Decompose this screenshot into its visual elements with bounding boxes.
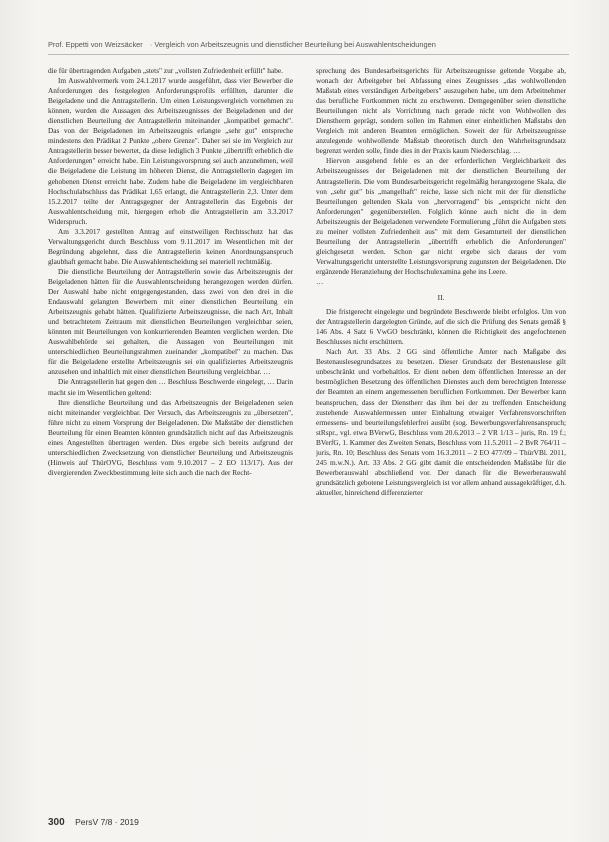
- header-rule: [48, 54, 569, 55]
- page-number: 300: [48, 817, 65, 828]
- paragraph: die für übertragenden Aufgaben „stets" zur „vollsten Zufriedenheit erfüllt" habe.: [48, 66, 283, 75]
- paragraph: Hiervon ausgehend fehle es an der erforderlichen Vergleichbarkeit des Arbeitszeugnisses der Beigeladenen mit der dienstlichen Beurteilung der Antragstellerin. Die vom Bundesarbeitsgericht regelmäßig herangezogene Skala, die von „sehr gut" bis „mangelhaft" reiche, lasse sich nicht mit der für dienstliche Beurteilungen geltenden Skala von „hervorragend" bis „entspricht nicht den Anforderungen" gegenüberstellen. Folglich könne auch nicht die in dem Arbeitszeugnis der Beigeladenen verwendete Formulierung „führt die Aufgaben stets zu meiner vollsten Zufriedenheit aus" mit dem Gesamturteil der dienstlichen Beurteilung der Antragstellerin „übertrifft erheblich die Anforderungen" gleichgesetzt werden. Schon gar nicht ergebe sich daraus der vom Verwaltungsgericht unterstellte Leistungsvorsprung zugunsten der Beigeladenen. Die ergänzende Heranziehung der Hochschulexamina gehe ins Leere.: [316, 156, 566, 276]
- paragraph: Die fristgerecht eingelegte und begründete Beschwerde bleibt erfolglos. Um von der Antragstellerin dargelegten Gründe, auf die sich die Prüfung des Senats gemäß § 146 Abs. 4 Satz 6 VwGO beschränkt, können die Richtigkeit des angefochtenen Beschlusses nicht erschüttern.: [316, 307, 566, 347]
- paragraph: Die Antragstellerin hat gegen den … Beschluss Beschwerde eingelegt, … Darin macht sie im Wesentlichen geltend:: [48, 377, 293, 397]
- left-column: [48, 66, 293, 828]
- header-author: Prof. Eppetti von Weizsäcker: [48, 40, 143, 49]
- paragraph: Ihre dienstliche Beurteilung und das Arbeitszeugnis der Beigeladenen seien nicht miteinander vergleichbar. Der Versuch, das Arbeitszeugnis zu „übersetzen", führe nicht zu einem Vorsprung der Beigeladenen. Die Maßstäbe der dienstlichen Beurteilung für einen Beamten könnten grundsätzlich nicht auf das Arbeitszeugnis eines Angestellten übertragen werden. Dies ergebe sich bereits aufgrund der unterschiedlichen Zwecksetzung von dienstlicher Beurteilung und Arbeitszeugnis (Hinweis auf ThürOVG, Beschluss vom 9.10.2017 – 2 EO 113/17). Aus der divergierenden Zweckbestimmung leite sich auch die nach der Recht-: [48, 397, 293, 477]
- ellipsis-line: …: [316, 276, 324, 286]
- paragraph: Im Auswahlvermerk vom 24.1.2017 wurde ausgeführt, dass vier Bewerber die Anforderungen des festgelegten Anforderungsprofils erfüllten, darunter die Beigeladene und die Antragstellerin. Um einen Leistungsvergleich vornehmen zu können, wurden die Aussagen des Arbeitszeugnisses der Beigeladenen und der dienstlichen Beurteilung der Antragstellerin miteinander „kompatibel gemacht". Das von der Beigeladenen im Arbeitszeugnis erlangte „sehr gut" entspreche mindestens den Prädikat 2 Punkte „obere Grenze". Daher sei sie im Vergleich zur Antragstellerin besser bewertet, da diese lediglich 3 Punkte „übertrifft erheblich die Anforderungen" erreicht habe. Ein Leistungsvorsprung sei auch anzunehmen, weil die Beigeladene die Leistung im höheren Dienst, die Antragstellerin dagegen im gehobenen Dienst erreicht habe. Zudem habe die Beigeladene im vergleichbaren Hochschulabschluss das Prädikat 1,65 erlangt, die Antragstellerin 2,3. Unter dem 15.2.2017 teilte der Antragsgegner der Antragstellerin das Ergebnis der Auswahlentscheidung mit, hiergegen erhob die Antragstellerin am 3.3.2017 Widerspruch.: [48, 76, 293, 226]
- journal-citation: PersV 7/8 · 2019: [75, 817, 139, 827]
- right-column: [316, 66, 566, 828]
- paragraph: Nach Art. 33 Abs. 2 GG sind öffentliche Ämter nach Maßgabe des Bestenauslesegrundsatzes zu besetzen. Dieser Grundsatz der Bestenauslese gilt unbeschränkt und vorbehaltlos. Er dient neben dem öffentlichen Interesse an der bestmöglichen Besetzung des öffentlichen Dienstes auch dem berechtigten Interesse der Beamten an einem angemessenen beruflichen Fortkommen. Der Bewerber kann beanspruchen, dass der Dienstherr das ihm bei der zu treffenden Entscheidung zustehende Auswahlermessen unter Einhaltung etwaiger Verfahrensvorschriften ermessens- und beurteilungsfehlerfrei ausübt (sog. Bewerbungsverfahrensanspruch; stRspr., vgl. etwa BVerwG, Beschluss vom 20.6.2013 – 2 VR 1/13 – juris, Rn. 19 f.; BVerfG, 1. Kammer des Zweiten Senats, Beschluss vom 11.5.2011 – 2 BvR 764/11 – juris, Rn. 10; Beschluss des Senats vom 16.3.2011 – 2 EO 477/09 – ThürVBl. 2011, 245 m.w.N.). Art. 33 Abs. 2 GG gibt damit die entscheidenden Maßstäbe für die Bewerberauswahl abschließend vor. Der danach für die Bewerberauswahl grundsätzlich gebotene Leistungsvergleich ist vor allem anhand aussagekräftiger, d.h. aktueller, hinreichend differenzierter: [316, 347, 566, 497]
- running-header: [48, 40, 569, 49]
- header-separator: ·: [149, 40, 153, 49]
- section-heading: II.: [437, 293, 445, 303]
- header-title: Vergleich von Arbeitszeugnis und dienstlicher Beurteilung bei Auswahlentscheidungen: [154, 40, 436, 49]
- paragraph: sprechung des Bundesarbeitsgerichts für Arbeitszeugnisse geltende Vorgabe ab, wonach der Arbeitgeber bei Abfassung eines Zeugnisses „das wohlwollenden Maßstab eines verständigen Arbeitgebers" auszugehen habe, um dem Arbeitnehmer das berufliche Fortkommen nicht zu erschweren. Demgegenüber seien dienstliche Beurteilungen nicht als Vorrichtung nach gerade nicht von Wohlwollen des Dienstherrn geprägt, sondern sollen im Rahmen einer einheitlichen Maßstabs den Vergleich mit anderen Beamten ermöglichen. Soweit der für Arbeitszeugnisse anzulegende wohlwollende Maßstab theoretisch durch den Wahrheitsgrundsatz begrenzt werden solle, finde dies in der Praxis kaum Niederschlag. …: [316, 66, 566, 156]
- page-footer: [48, 817, 139, 828]
- paragraph: Die dienstliche Beurteilung der Antragstellerin sowie das Arbeitszeugnis der Beigeladenen hätten für die Auswahlentscheidung herangezogen werden dürfen. Der Auswahl habe nicht entgegengestanden, dass zwei von den drei in die Endauswahl gelangten Bewerbern mit einer dienstlichen Beurteilung ein Arbeitszeugnis gehabt hätten. Qualifizierte Arbeitszeugnisse, die nach Art, Inhalt und betrachtetem Zeitraum mit dienstlichen Beurteilungen vergleichbar seien, könnten mit Beurteilungen von konkurrierenden Beamten verglichen werden. Die Auswahlbehörde sei gehalten, die Aussagen von Beurteilungen mit unterschiedlichen Beurteilungsrahmen zueinander „kompatibel" zu machen. Das für die Beigeladene erstellte Arbeitszeugnis sei ein qualifiziertes Arbeitszeugnis anzusehen und inhaltlich mit einer dienstlichen Beurteilung vergleichbar. …: [48, 266, 293, 377]
- paragraph: Am 3.3.2017 gestellten Antrag auf einstweiligen Rechtsschutz hat das Verwaltungsgericht durch Beschluss vom 9.11.2017 im Wesentlichen mit der Begründung abgelehnt, dass die Antragstellerin keinen Anordnungsanspruch glaubhaft gemacht habe. Die Auswahlentscheidung sei materiell rechtmäßig.: [48, 226, 293, 266]
